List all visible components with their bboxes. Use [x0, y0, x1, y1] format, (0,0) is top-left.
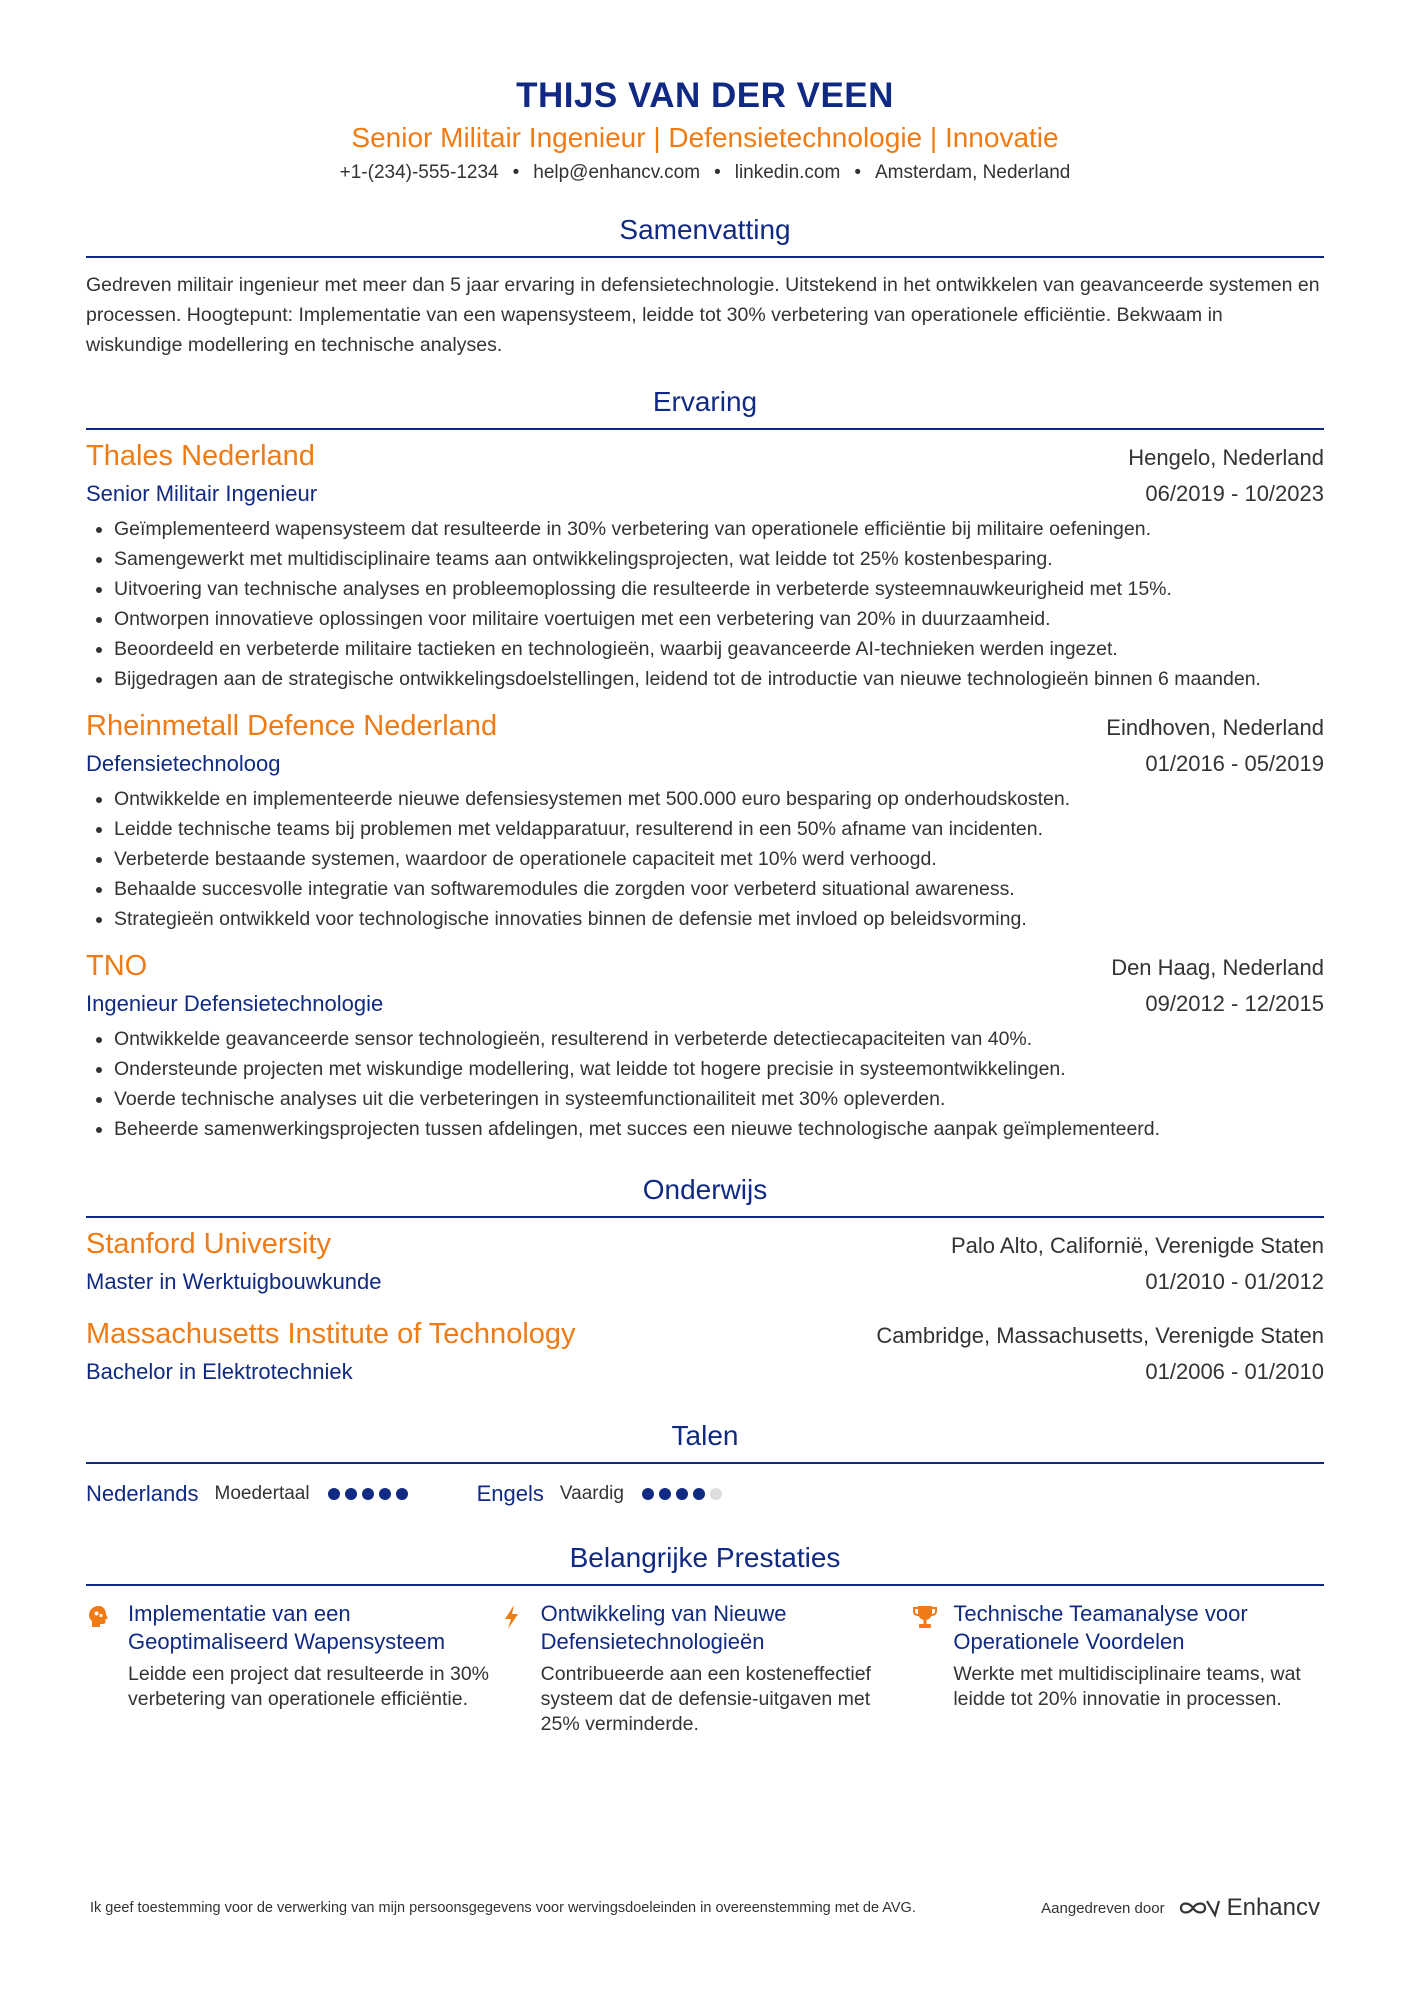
list-item: • Beheerde samenwerkingsprojecten tussen afdelingen, met succes een nieuwe technologische aanpak geïmplementeerd.	[114, 1114, 1324, 1144]
rating-dot-filled	[642, 1488, 654, 1500]
job-role: Ingenieur Defensietechnologie	[86, 991, 384, 1016]
list-item: • Voerde technische analyses uit die verbeteringen in systeemfunctionailiteit met 30% opleverden.	[114, 1084, 1324, 1114]
list-item: • Beoordeeld en verbeterde militaire tactieken en technologieën, waarbij geavanceerde AI-technieken werden ingezet.	[114, 634, 1324, 664]
achievement-description: Leidde een project dat resulteerde in 30% verbetering van operationele efficiëntie.	[128, 1663, 489, 1710]
list-item: • Strategieën ontwikkeld voor technologische innovaties binnen de defensie met invloed op beleidsvorming.	[114, 904, 1324, 934]
summary-section	[86, 210, 1324, 360]
contact-email[interactable]: help@enhancv.com	[533, 162, 701, 183]
achievement-title: Ontwikkeling van Nieuwe Defensietechnologieën	[540, 1601, 787, 1654]
list-item: • Verbeterde bestaande systemen, waardoor de operationele capaciteit met 10% werd verhoogd.	[114, 844, 1324, 874]
separator-dot: •	[714, 162, 721, 183]
education-entry	[86, 1224, 1324, 1300]
rating-dot-filled	[362, 1488, 374, 1500]
education-degree: Bachelor in Elektrotechniek	[86, 1359, 353, 1384]
powered-by-label: Aangedreven door	[1041, 1899, 1165, 1917]
contact-phone: +1-(234)-555-1234	[339, 162, 499, 183]
languages-section	[86, 1416, 1324, 1512]
trophy-icon	[911, 1604, 939, 1737]
section-title-achievements: Belangrijke Prestaties	[569, 1542, 841, 1573]
achievements-grid	[86, 1600, 1324, 1737]
language-name: Engels	[476, 1481, 544, 1506]
powered-by	[1041, 1894, 1320, 1922]
section-title-languages: Talen	[671, 1420, 739, 1451]
education-location: Cambridge, Massachusetts, Verenigde Staten	[876, 1323, 1324, 1348]
achievement-card	[911, 1600, 1324, 1737]
job-role: Senior Militair Ingenieur	[86, 481, 318, 506]
job-entry	[86, 436, 1324, 694]
job-company: TNO	[86, 950, 148, 982]
education-dates: 01/2006 - 01/2010	[1145, 1359, 1324, 1384]
section-divider	[86, 1462, 1324, 1464]
list-item: • Ontworpen innovatieve oplossingen voor militaire voertuigen met een verbetering van 20% in duurzaamheid.	[114, 604, 1324, 634]
contact-location: Amsterdam, Nederland	[874, 162, 1071, 183]
achievement-title: Technische Teamanalyse voor Operationele Voordelen	[953, 1601, 1248, 1654]
rating-dot-filled	[693, 1488, 705, 1500]
section-title-experience: Ervaring	[652, 386, 758, 417]
rating-dot-filled	[659, 1488, 671, 1500]
list-item: • Ontwikkelde en implementeerde nieuwe defensiesystemen met 500.000 euro besparing op onderhoudskosten.	[114, 784, 1324, 814]
education-school: Massachusetts Institute of Technology	[86, 1318, 576, 1350]
rating-dot-filled	[379, 1488, 391, 1500]
job-location: Eindhoven, Nederland	[1106, 715, 1324, 740]
job-dates: 09/2012 - 12/2015	[1145, 991, 1324, 1016]
summary-text: Gedreven militair ingenieur met meer dan 5 jaar ervaring in defensietechnologie. Uitstekend in het ontwikkelen van geavanceerde systemen en processen. Hoogtepunt: Implementatie van een wapensysteem, leidde tot 30% verbetering van operationele efficiëntie. Bekwaam in wiskundige modellering en technische analyses.	[86, 274, 1320, 356]
education-school: Stanford University	[86, 1228, 331, 1260]
section-divider	[86, 1584, 1324, 1586]
achievement-title: Implementatie van een Geoptimaliseerd Wapensysteem	[128, 1601, 446, 1654]
list-item: • Bijgedragen aan de strategische ontwikkelingsdoelstellingen, leidend tot de introductie van nieuwe technologieën binnen 6 maanden.	[114, 664, 1324, 694]
list-item: • Geïmplementeerd wapensysteem dat resulteerde in 30% verbetering van operationele efficiëntie bij militaire oefeningen.	[114, 514, 1324, 544]
job-dates: 01/2016 - 05/2019	[1145, 751, 1324, 776]
job-location: Hengelo, Nederland	[1128, 445, 1324, 470]
separator-dot: •	[512, 162, 520, 183]
enhancv-logo-icon	[1177, 1897, 1221, 1919]
job-bullets	[86, 514, 1324, 694]
achievements-section	[86, 1538, 1324, 1737]
experience-section	[86, 382, 1324, 1144]
contact-line	[86, 158, 1324, 188]
rating-dot-filled	[396, 1488, 408, 1500]
resume-header	[86, 74, 1324, 188]
list-item: • Samengewerkt met multidisciplinaire teams aan ontwikkelingsprojecten, wat leidde tot 25% kostenbesparing.	[114, 544, 1324, 574]
education-location: Palo Alto, Californië, Verenigde Staten	[950, 1233, 1324, 1258]
achievement-card	[86, 1600, 499, 1737]
list-item: • Leidde technische teams bij problemen met veldapparatuur, resulterend in een 50% afname van incidenten.	[114, 814, 1324, 844]
education-dates: 01/2010 - 01/2012	[1145, 1269, 1324, 1294]
education-degree: Master in Werktuigbouwkunde	[86, 1269, 382, 1294]
rating-dot-filled	[676, 1488, 688, 1500]
job-location: Den Haag, Nederland	[1111, 955, 1324, 980]
job-role: Defensietechnoloog	[86, 751, 281, 776]
separator-dot: •	[854, 162, 861, 183]
rating-dot-empty	[710, 1488, 722, 1500]
list-item: • Uitvoering van technische analyses en probleemoplossing die resulteerde in verbeterde systeemnauwkeurigheid met 15%.	[114, 574, 1324, 604]
achievement-description: Werkte met multidisciplinaire teams, wat leidde tot 20% innovatie in processen.	[953, 1663, 1301, 1710]
rating-dot-filled	[328, 1488, 340, 1500]
achievement-card	[499, 1600, 912, 1737]
contact-linkedin[interactable]: linkedin.com	[734, 162, 841, 183]
section-divider	[86, 428, 1324, 430]
rating-dot-filled	[345, 1488, 357, 1500]
education-entry	[86, 1314, 1324, 1390]
job-entry	[86, 706, 1324, 934]
section-divider	[86, 256, 1324, 258]
job-company: Rheinmetall Defence Nederland	[86, 710, 498, 742]
languages-row	[86, 1476, 1324, 1512]
section-divider	[86, 1216, 1324, 1218]
language-level: Vaardig	[559, 1483, 624, 1504]
achievement-description: Contribueerde aan een kosteneffectief systeem dat de defensie-uitgaven met 25% verminderde.	[540, 1663, 871, 1735]
job-company: Thales Nederland	[86, 440, 315, 472]
footer	[90, 1894, 1320, 1922]
language-name: Nederlands	[86, 1481, 199, 1506]
list-item: • Ontwikkelde geavanceerde sensor technologieën, resulterend in verbeterde detectiecapaciteiten van 40%.	[114, 1024, 1324, 1054]
list-item: • Behaalde succesvolle integratie van softwaremodules die zorgden voor verbeterd situational awareness.	[114, 874, 1324, 904]
job-bullets	[86, 784, 1324, 934]
education-section	[86, 1170, 1324, 1390]
list-item: • Ondersteunde projecten met wiskundige modellering, wat leidde tot hogere precisie in systeemontwikkelingen.	[114, 1054, 1324, 1084]
consent-text: Ik geef toestemming voor de verwerking van mijn persoonsgegevens voor wervingsdoeleinden in overeenstemming met de AVG.	[90, 1899, 916, 1916]
candidate-name: THIJS VAN DER VEEN	[516, 76, 894, 115]
language-level: Moedertaal	[214, 1483, 310, 1504]
brain-icon	[86, 1604, 114, 1737]
job-dates: 06/2019 - 10/2023	[1145, 481, 1324, 506]
candidate-title: Senior Militair Ingenieur | Defensietechnologie | Innovatie	[351, 122, 1059, 153]
section-title-summary: Samenvatting	[619, 214, 791, 245]
section-title-education: Onderwijs	[642, 1174, 768, 1205]
language-rating	[328, 1488, 413, 1500]
language-rating	[642, 1488, 727, 1500]
brand-name: Enhancv	[1226, 1894, 1320, 1921]
job-bullets	[86, 1024, 1324, 1144]
job-entry	[86, 946, 1324, 1144]
lightning-icon	[499, 1604, 527, 1737]
